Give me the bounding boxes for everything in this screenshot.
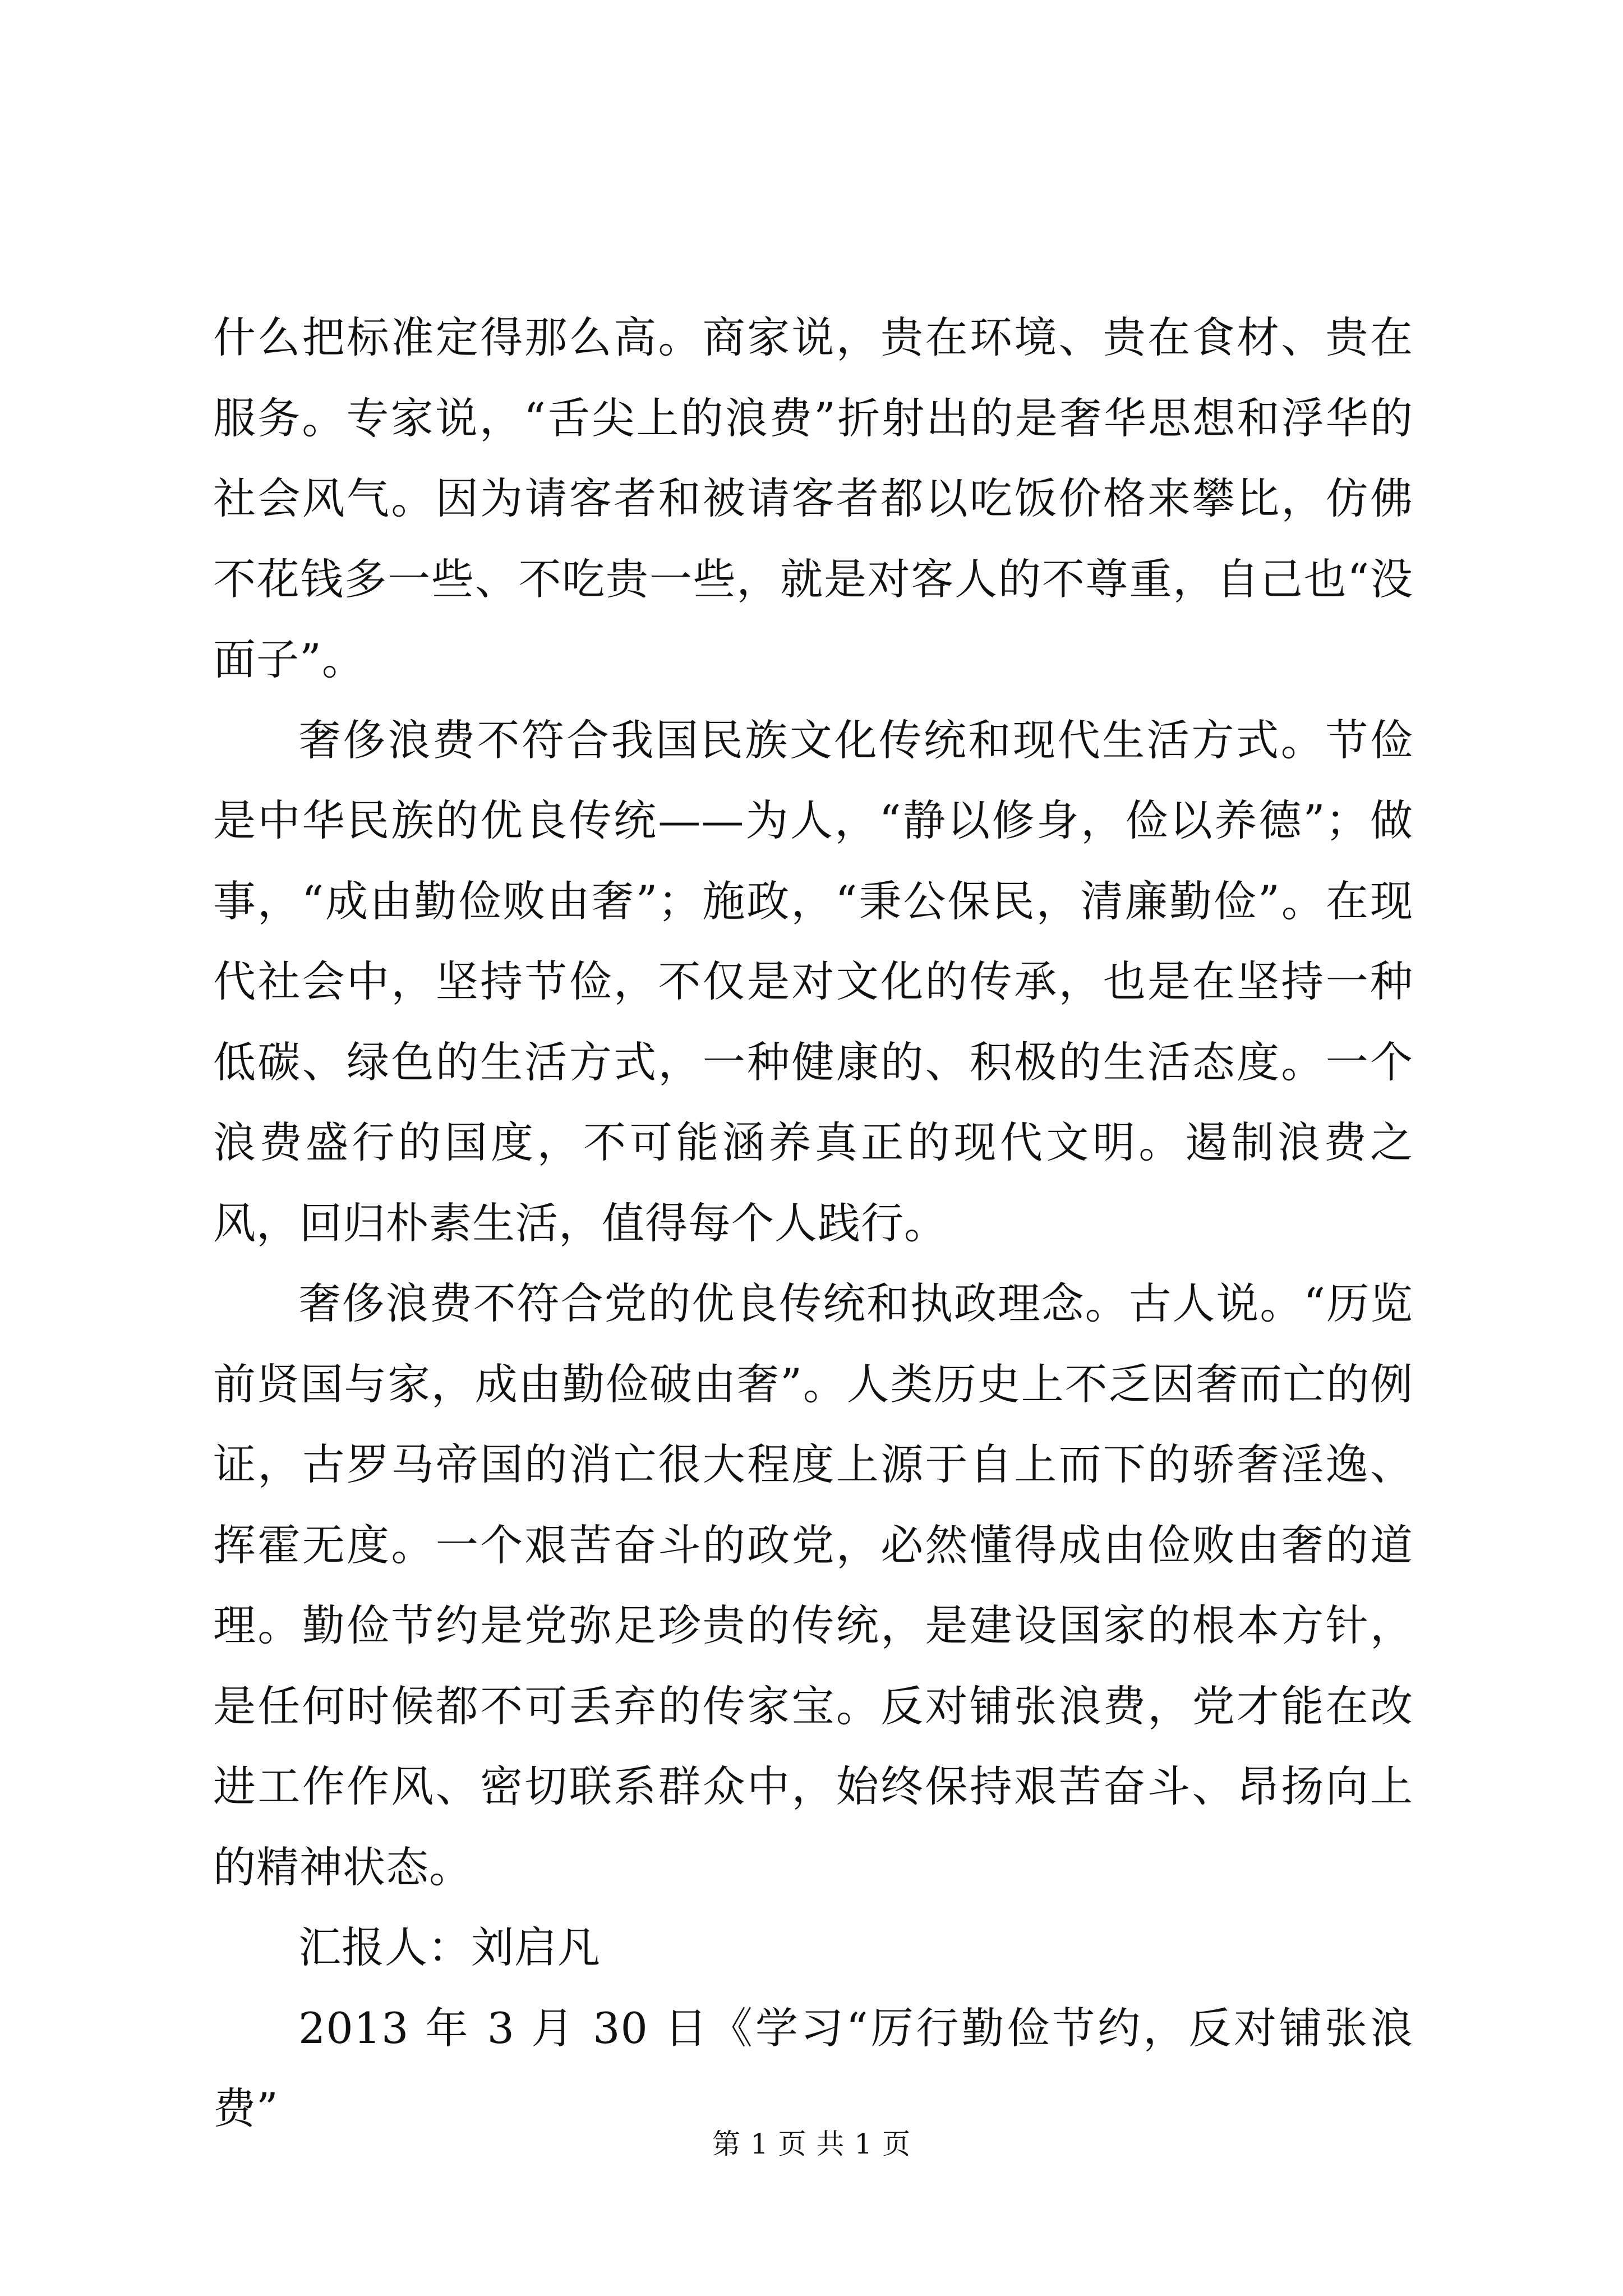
page-footer: 第 1 页 共 1 页 <box>712 2128 911 2160</box>
reporter-line: 汇报人：刘启凡 <box>298 1922 601 1972</box>
paragraph-party-tradition: 奢侈浪费不符合党的优良传统和执政理念。古人说。“历览前贤国与家，成由勤俭破由奢”。人类历史上不乏因奢而亡的例证，古罗马帝国的消亡很大程度上源于自上而下的骄奢淫逸、挥霍无度。一个艰苦奋斗的政党，必然懂得成由俭败由奢的道理。勤俭节约是党弥足珍贵的传统，是建设国家的根本方针，是任何时候都不可丢弃的传家宝。反对铺张浪费，党才能在改进工作作风、密切联系群众中，始终保持艰苦奋斗、昂扬向上的精神状态。 <box>213 1278 1413 1892</box>
paragraph-continuation: 什么把标准定得那么高。商家说，贵在环境、贵在食材、贵在服务。专家说，“舌尖上的浪费”折射出的是奢华思想和浮华的社会风气。因为请客者和被请客者都以吃饭价格来攀比，仿佛不花钱多一些、不吃贵一些，就是对客人的不尊重，自己也“没面子”。 <box>213 312 1413 684</box>
document-body <box>213 297 1413 2149</box>
date-title-line: 2013 年 3 月 30 日《学习“厉行勤俭节约，反对铺张浪费” <box>213 2003 1413 2133</box>
paragraph-national-culture: 奢侈浪费不符合我国民族文化传统和现代生活方式。节俭是中华民族的优良传统——为人，“静以修身，俭以养德”；做事，“成由勤俭败由奢”；施政，“秉公保民，清廉勤俭”。在现代社会中，坚持节俭，不仅是对文化的传承，也是在坚持一种低碳、绿色的生活方式，一种健康的、积极的生活态度。一个浪费盛行的国度，不可能涵养真正的现代文明。遏制浪费之风，回归朴素生活，值得每个人践行。 <box>213 715 1413 1248</box>
